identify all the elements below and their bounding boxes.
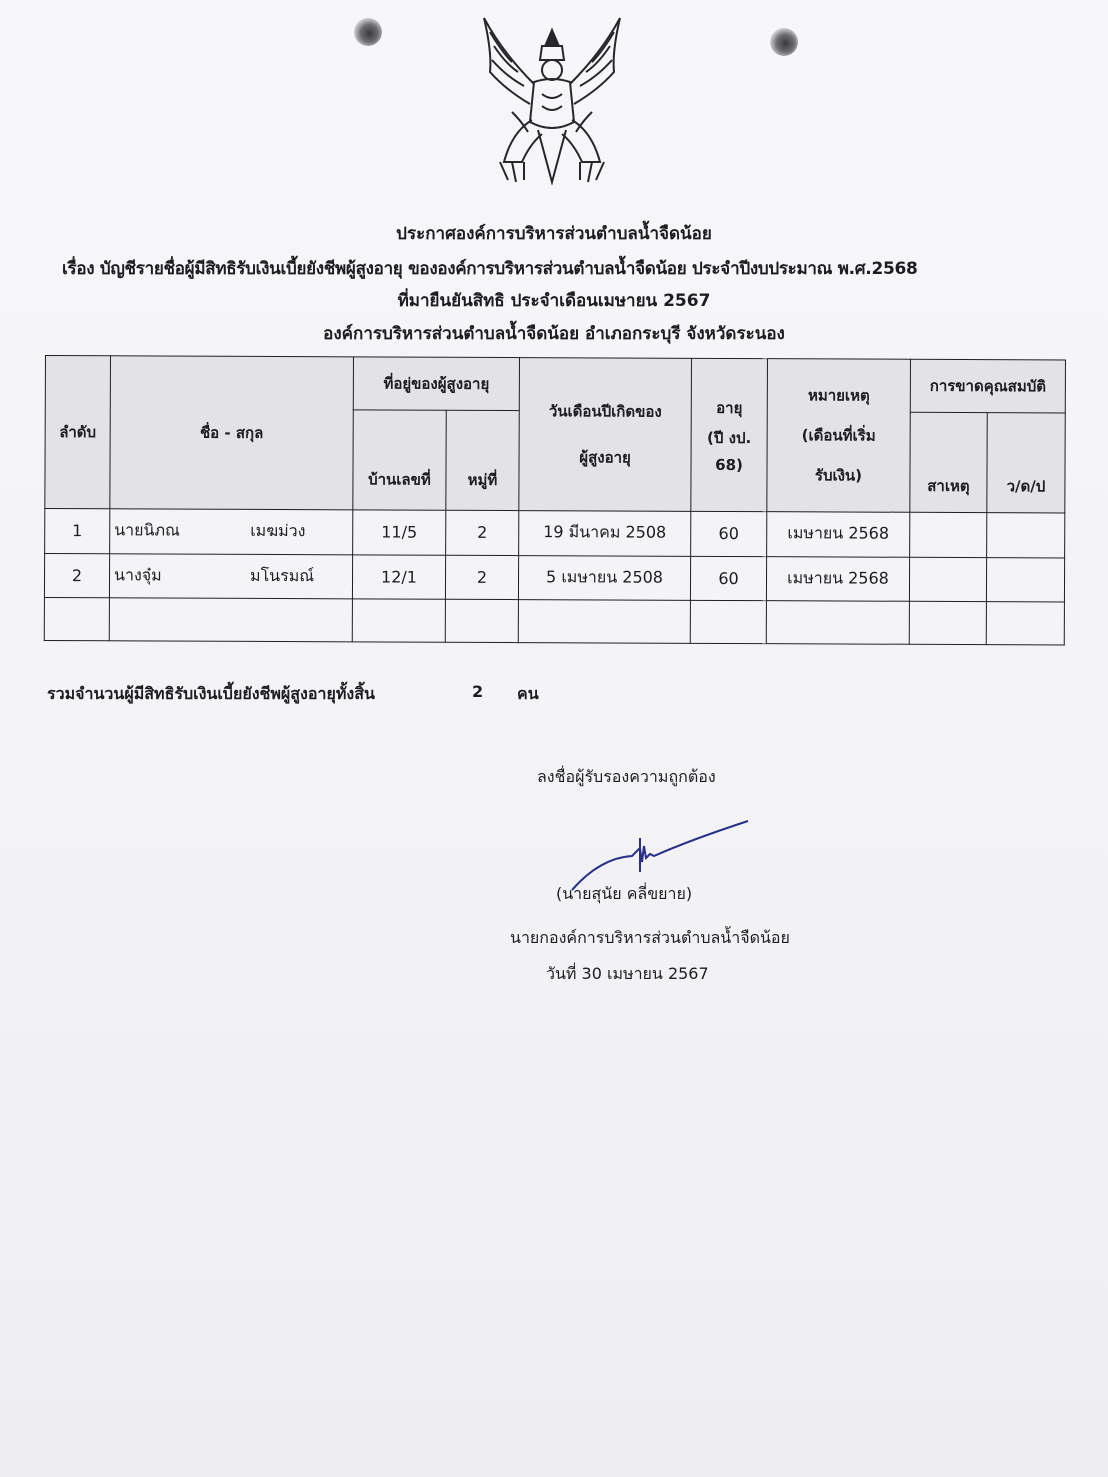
sign-date: วันที่ 30 เมษายน 2567 [546, 964, 709, 983]
cell-empty [352, 599, 445, 642]
cell-name [109, 554, 352, 600]
header-address: ที่อยู่ของผู้สูงอายุ [353, 357, 519, 411]
cell-disq-date [987, 513, 1065, 558]
signer-name: (นายสุนัย คลี่ขยาย) [556, 884, 693, 903]
title-line-2: เรื่อง บัญชีรายชื่อผู้มีสิทธิรับเงินเบี้ยยังชีพผู้สูงอายุ ขององค์การบริหารส่วนตำบลน้ำจืดน้อย ประจำปีงบประมาณ พ.ศ.2568 [62, 259, 918, 279]
header-name: ชื่อ - สกุล [110, 356, 354, 510]
cell-birthdate: 19 มีนาคม 2508 [519, 511, 691, 556]
punch-hole-right [770, 28, 798, 56]
title-line-1: ประกาศองค์การบริหารส่วนตำบลน้ำจืดน้อย [396, 224, 712, 244]
title-line-3: ที่มายืนยันสิทธิ ประจำเดือนเมษายน 2567 [397, 291, 711, 311]
cell-empty [44, 598, 109, 641]
header-disqualification: การขาดคุณสมบัติ [910, 359, 1065, 413]
header-remark-line1: หมายเหตุ [807, 386, 870, 405]
cell-name [110, 509, 353, 555]
cell-last-name: มโนรมณ์ [249, 565, 315, 586]
header-remark-line3: รับเงิน) [814, 466, 863, 485]
cell-village: 2 [446, 510, 519, 555]
header-age-line3: 68) [715, 455, 743, 475]
header-house-no: บ้านเลขที่ [353, 410, 446, 510]
cell-order: 1 [45, 509, 110, 554]
header-age [691, 358, 768, 511]
cell-disq-cause [909, 557, 986, 602]
header-remark [767, 359, 911, 513]
cell-house-no: 12/1 [352, 555, 445, 600]
cell-birthdate: 5 เมษายน 2508 [518, 555, 690, 600]
title-line-4: องค์การบริหารส่วนตำบลน้ำจืดน้อย อำเภอกระบุรี จังหวัดระนอง [323, 324, 785, 344]
cell-first-name: นายนิภณ [114, 520, 180, 540]
cell-empty [109, 598, 352, 642]
cell-empty [986, 602, 1064, 645]
eligible-elderly-table [44, 355, 1066, 645]
cell-empty [518, 600, 690, 643]
header-birthdate-top: วันเดือนปีเกิดของ [548, 402, 662, 421]
header-disq-date: ว/ด/ป [987, 413, 1065, 513]
header-birthdate-bottom: ผู้สูงอายุ [579, 448, 631, 467]
signer-position: นายกองค์การบริหารส่วนตำบลน้ำจืดน้อย [510, 928, 790, 947]
cell-first-name: นางจุ๋ม [113, 565, 162, 585]
cell-house-no: 11/5 [353, 510, 446, 555]
cell-order: 2 [44, 553, 109, 598]
cell-village: 2 [445, 555, 518, 600]
cell-empty [909, 602, 986, 645]
table-row [44, 553, 1064, 602]
cell-remark: เมษายน 2568 [767, 512, 910, 557]
cell-empty [690, 601, 766, 644]
cell-empty [766, 601, 909, 644]
header-village: หมู่ที่ [446, 410, 519, 510]
cell-remark: เมษายน 2568 [766, 556, 909, 601]
header-birthdate [519, 358, 692, 512]
cell-empty [445, 600, 518, 643]
punch-hole-left [354, 18, 382, 46]
header-age-line2: (ปี งป. [707, 428, 752, 448]
cell-last-name: เมฆม่วง [250, 521, 306, 541]
header-remark-line2: (เดือนที่เริ่ม [801, 426, 876, 445]
header-age-line1: อายุ [716, 398, 743, 418]
cell-disq-date [986, 557, 1064, 602]
cell-disq-cause [910, 512, 987, 557]
header-disq-cause: สาเหตุ [910, 412, 987, 512]
summary-unit: คน [517, 684, 539, 703]
summary-count: 2 [472, 682, 484, 701]
cell-age: 60 [690, 556, 766, 601]
summary-label: รวมจำนวนผู้มีสิทธิรับเงินเบี้ยยังชีพผู้สูงอายุทั้งสิ้น [47, 684, 375, 703]
cell-age: 60 [691, 511, 767, 556]
table-row-empty [44, 598, 1064, 645]
garuda-emblem-icon [472, 12, 632, 192]
header-order: ลำดับ [45, 356, 111, 509]
certify-label: ลงชื่อผู้รับรองความถูกต้อง [537, 767, 716, 786]
table-row [45, 509, 1065, 558]
